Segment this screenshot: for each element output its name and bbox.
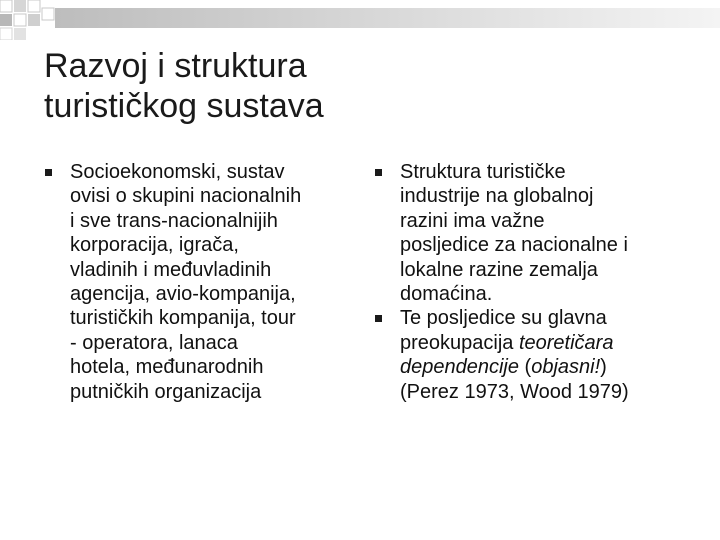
bullet-line: posljedice za nacionalne i <box>400 234 628 257</box>
bullet-line: ovisi o skupini nacionalnih <box>70 185 302 208</box>
square-bullet-icon <box>375 169 382 176</box>
bullet-line: industrije na globalnoj <box>400 185 594 208</box>
text-run: preokupacija <box>400 331 519 354</box>
bullet-line: putničkih organizacija <box>70 380 262 403</box>
bullet-line: lokalne razine zemalja <box>400 258 598 281</box>
bullet-line: domaćina. <box>400 283 493 306</box>
title-line: Razvoj i struktura <box>44 47 307 85</box>
left-column <box>40 160 360 404</box>
bullet-text <box>400 160 690 306</box>
bullet-line: Socioekonomski, sustav <box>70 161 285 183</box>
bullet-line: (Perez 1973, Wood 1979) <box>400 380 629 403</box>
bullet-line: turističkih kompanija, tour <box>70 307 296 330</box>
bullet-item <box>370 160 690 306</box>
bullet-text <box>400 306 690 404</box>
bullet-line <box>400 355 690 379</box>
title-line: turističkog sustava <box>44 87 324 125</box>
bullet-line: Struktura turističke <box>400 161 566 183</box>
right-column <box>370 160 690 404</box>
bullet-line: razini ima važne <box>400 209 545 232</box>
decorative-header-pattern <box>0 0 720 40</box>
bullet-line: hotela, međunarodnih <box>70 356 264 379</box>
bullet-line: - operatora, lanaca <box>70 331 238 354</box>
italic-term: dependencije <box>400 356 519 379</box>
slide-title <box>44 46 684 126</box>
bullet-item <box>370 306 690 404</box>
bullet-line: Te posljedice su glavna <box>400 307 607 330</box>
bullet-text <box>70 160 360 404</box>
italic-term: objasni! <box>531 356 601 379</box>
text-run: ) <box>600 356 607 379</box>
bullet-line: korporacija, igrača, <box>70 234 239 257</box>
text-run: ( <box>519 356 532 379</box>
bullet-line <box>400 331 690 355</box>
bullet-line: vladinih i međuvladinih <box>70 258 272 281</box>
bullet-item <box>40 160 360 404</box>
italic-term: teoretičara <box>518 331 614 354</box>
square-bullet-icon <box>45 169 52 176</box>
bullet-line: agencija, avio-kompanija, <box>70 283 296 306</box>
square-bullet-icon <box>375 315 382 322</box>
bullet-line: i sve trans-nacionalnijih <box>70 209 278 232</box>
